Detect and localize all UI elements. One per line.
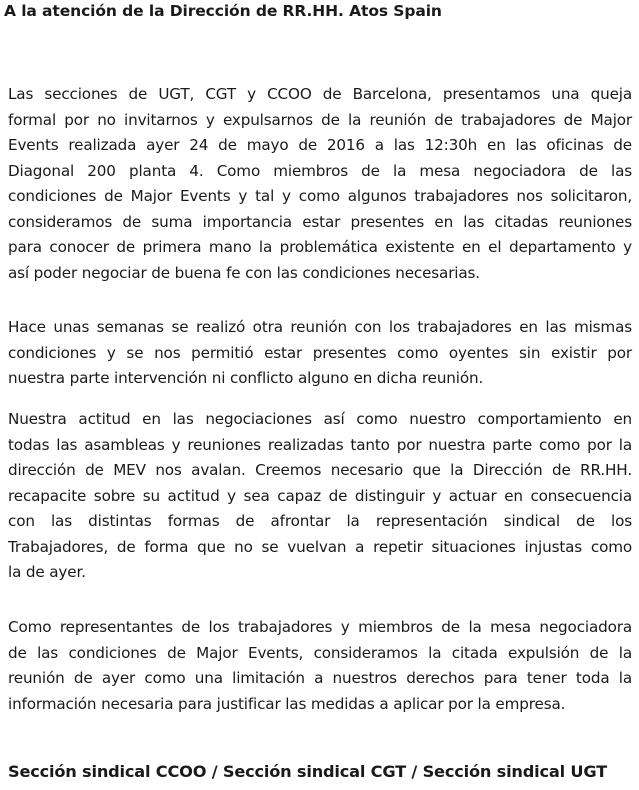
paragraph-line: Nuestra actitud en las negociaciones así como nuestro comportamiento en <box>8 410 632 428</box>
paragraph-line: condiciones de Major Events y tal y como algunos trabajadores nos solicitaron, <box>8 187 632 205</box>
letter-header: A la atención de la Dirección de RR.HH. Atos Spain <box>4 2 442 20</box>
signature-line: Sección sindical CCOO / Sección sindical CGT / Sección sindical UGT <box>8 762 607 781</box>
paragraph-line: la de ayer. <box>8 563 86 581</box>
paragraph-line: condiciones y se nos permitió estar presentes como oyentes sin existir por <box>8 343 632 362</box>
paragraph-line: para conocer de primera mano la problemática existente en el departamento y <box>8 238 632 256</box>
paragraph-line: Hace unas semanas se realizó otra reunión con los trabajadores en las mismas <box>8 318 632 336</box>
paragraph-line: reunión de ayer como una limitación a nuestros derechos para tener toda la <box>8 669 632 687</box>
paragraph-line: recapacite sobre su actitud y sea capaz de distinguir y actuar en consecuencia <box>8 486 632 505</box>
paragraph-line: así poder negociar de buena fe con las condiciones necesarias. <box>8 263 480 282</box>
paragraph-line: dirección de MEV nos avalan. Creemos necesario que la Dirección de RR.HH. <box>8 461 632 479</box>
paragraph-line: Las secciones de UGT, CGT y CCOO de Barcelona, presentamos una queja <box>8 85 632 103</box>
paragraph-line: con las distintas formas de afrontar la representación sindical de los <box>8 512 632 530</box>
paragraph-line: información necesaria para justificar las medidas a aplicar por la empresa. <box>8 694 566 713</box>
paragraph-attitude <box>8 407 632 586</box>
paragraph-line: nuestra parte intervención ni conflicto alguno en dicha reunión. <box>8 369 484 387</box>
paragraph-line: formal por no invitarnos y expulsarnos de la reunión de trabajadores de Major <box>8 110 632 129</box>
paragraph-line: Como representantes de los trabajadores y miembros de la mesa negociadora <box>8 618 632 636</box>
paragraph-line: consideramos de suma importancia estar presentes en las citadas reuniones <box>8 212 632 231</box>
paragraph-previous-meeting <box>8 315 632 392</box>
paragraph-line: Trabajadores, de forma que no se vuelvan a repetir situaciones injustas como <box>8 537 632 556</box>
paragraph-line: todas las asambleas y reuniones realizadas tanto por nuestra parte como por la <box>8 435 632 454</box>
paragraph-line: de las condiciones de Major Events, consideramos la citada expulsión de la <box>8 643 632 662</box>
paragraph-conclusion <box>8 615 632 717</box>
paragraph-line: Diagonal 200 planta 4. Como miembros de la mesa negociadora de las <box>8 161 632 180</box>
paragraph-complaint <box>8 82 632 286</box>
paragraph-line: Events realizada ayer 24 de mayo de 2016 a las 12:30h en las oficinas de <box>8 136 632 154</box>
